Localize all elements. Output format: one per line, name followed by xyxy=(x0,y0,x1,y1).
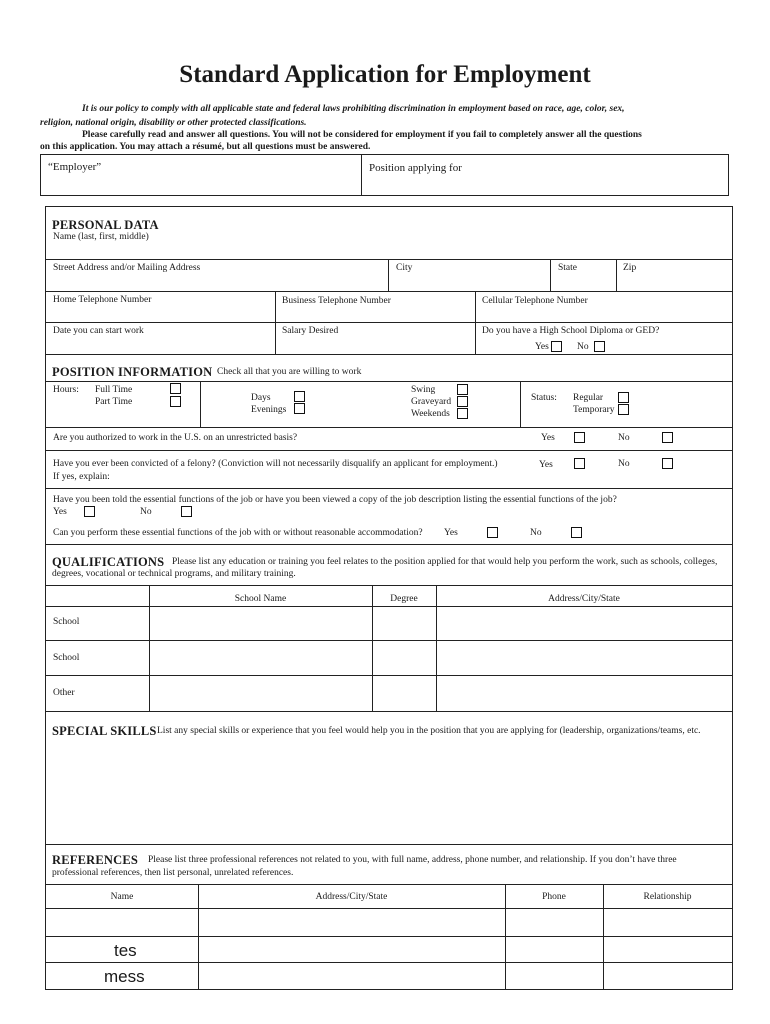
accommodation-question: Can you perform these essential functions of the job with or without reasonable accommodation? xyxy=(53,528,423,538)
authorized-no-checkbox[interactable] xyxy=(662,432,673,443)
reference-2-relationship-field[interactable] xyxy=(604,937,731,961)
qualifications-description-cont: degrees, vocational or technical programs, and military training. xyxy=(52,569,296,579)
hours-label: Hours: xyxy=(53,385,79,395)
cell-phone-field[interactable] xyxy=(476,307,731,322)
felony-explain-label: If yes, explain: xyxy=(53,472,110,482)
instruction-text: Please carefully read and answer all questions. You will not be considered for employment if you fail to completely answer all the questions xyxy=(82,130,642,140)
qualifications-description: Please list any education or training you feel relates to the position applied for that would help you perform the work, such as schools, colleges, xyxy=(172,557,718,567)
weekends-checkbox[interactable] xyxy=(457,408,468,419)
position-applying-label: Position applying for xyxy=(369,162,462,174)
reference-address-header: Address/City/State xyxy=(315,892,388,902)
diploma-question: Do you have a High School Diploma or GED? xyxy=(482,326,660,336)
street-label: Street Address and/or Mailing Address xyxy=(53,263,201,273)
references-description-cont: professional references, then list personal, unrelated references. xyxy=(52,868,294,878)
reference-3-address-field[interactable] xyxy=(199,963,504,989)
reference-1-name-field[interactable] xyxy=(47,909,197,935)
school-1-name-field[interactable] xyxy=(150,607,371,639)
told-no-checkbox[interactable] xyxy=(181,506,192,517)
salary-label: Salary Desired xyxy=(282,326,339,336)
special-skills-description: List any special skills or experience that you feel would help you in the position that you are applying for (leadership, organizations/teams, etc. xyxy=(157,726,701,736)
other-degree-field[interactable] xyxy=(373,676,435,710)
city-label: City xyxy=(396,263,413,273)
employer-label: “Employer” xyxy=(48,161,102,173)
days-label: Days xyxy=(251,393,271,403)
felony-no-label: No xyxy=(618,459,630,469)
reference-1-phone-field[interactable] xyxy=(506,909,602,935)
regular-checkbox[interactable] xyxy=(618,392,629,403)
school-name-header: School Name xyxy=(234,594,287,604)
school-1-address-field[interactable] xyxy=(437,607,731,639)
regular-label: Regular xyxy=(573,393,604,403)
reference-3-name-value: mess xyxy=(104,967,145,986)
qualification-row-label: School xyxy=(53,617,80,627)
reference-phone-header: Phone xyxy=(542,892,566,902)
diploma-no-checkbox[interactable] xyxy=(594,341,605,352)
temporary-label: Temporary xyxy=(573,405,615,415)
state-field[interactable] xyxy=(551,275,615,290)
temporary-checkbox[interactable] xyxy=(618,404,629,415)
reference-3-phone-field[interactable] xyxy=(506,963,602,989)
qualification-row-label: Other xyxy=(53,688,75,698)
name-label: Name (last, first, middle) xyxy=(53,232,149,242)
evenings-checkbox[interactable] xyxy=(294,403,305,414)
state-label: State xyxy=(558,263,577,273)
home-phone-label: Home Telephone Number xyxy=(53,295,152,305)
told-no-label: No xyxy=(140,507,152,517)
home-phone-field[interactable] xyxy=(46,307,274,322)
perform-no-checkbox[interactable] xyxy=(571,527,582,538)
qualification-row-label: School xyxy=(53,653,80,663)
reference-relationship-header: Relationship xyxy=(643,892,692,902)
street-field[interactable] xyxy=(46,275,387,290)
special-skills-heading: SPECIAL SKILLS xyxy=(52,724,157,738)
swing-label: Swing xyxy=(411,385,436,395)
reference-1-address-field[interactable] xyxy=(199,909,504,935)
form-title: Standard Application for Employment xyxy=(179,61,591,88)
weekends-label: Weekends xyxy=(411,409,450,419)
graveyard-checkbox[interactable] xyxy=(457,396,468,407)
authorized-yes-label: Yes xyxy=(541,433,555,443)
city-field[interactable] xyxy=(389,275,549,290)
other-address-field[interactable] xyxy=(437,676,731,710)
reference-name-header: Name xyxy=(110,892,134,902)
salary-field[interactable] xyxy=(276,338,474,353)
other-name-field[interactable] xyxy=(150,676,371,710)
reference-3-relationship-field[interactable] xyxy=(604,963,731,989)
diploma-yes-label: Yes xyxy=(535,342,549,352)
start-date-label: Date you can start work xyxy=(53,326,144,336)
days-checkbox[interactable] xyxy=(294,391,305,402)
zip-label: Zip xyxy=(623,263,637,273)
essential-functions-question: Have you been told the essential functions of the job or have you been viewed a copy of the job description listing the essential functions of the job? xyxy=(53,495,617,505)
felony-yes-label: Yes xyxy=(539,460,553,470)
policy-text-cont: religion, national origin, disability or other protected classifications. xyxy=(40,118,307,128)
part-time-label: Part Time xyxy=(95,397,133,407)
zip-field[interactable] xyxy=(617,275,731,290)
school-2-name-field[interactable] xyxy=(150,641,371,674)
qualifications-heading: QUALIFICATIONS xyxy=(52,555,165,569)
perform-yes-checkbox[interactable] xyxy=(487,527,498,538)
evenings-label: Evenings xyxy=(251,405,287,415)
told-yes-checkbox[interactable] xyxy=(84,506,95,517)
personal-data-heading: PERSONAL DATA xyxy=(52,218,159,232)
school-2-degree-field[interactable] xyxy=(373,641,435,674)
references-description: Please list three professional references not related to you, with full name, address, phone number, and relationship. If you don’t have three xyxy=(148,855,677,865)
position-info-subtitle: Check all that you are willing to work xyxy=(217,367,362,377)
authorized-question: Are you authorized to work in the U.S. on an unrestricted basis? xyxy=(53,433,298,443)
felony-question: Have you ever been convicted of a felony? (Conviction will not necessarily disqualify an applicant for employment.) xyxy=(53,459,498,469)
reference-1-relationship-field[interactable] xyxy=(604,909,731,935)
felony-yes-checkbox[interactable] xyxy=(574,458,585,469)
perform-no-label: No xyxy=(530,528,542,538)
business-phone-label: Business Telephone Number xyxy=(282,296,391,306)
felony-no-checkbox[interactable] xyxy=(662,458,673,469)
diploma-no-label: No xyxy=(577,342,589,352)
authorized-yes-checkbox[interactable] xyxy=(574,432,585,443)
part-time-checkbox[interactable] xyxy=(170,396,181,407)
school-address-header: Address/City/State xyxy=(548,594,620,604)
school-2-address-field[interactable] xyxy=(437,641,731,674)
school-1-degree-field[interactable] xyxy=(373,607,435,639)
reference-2-name-value: tes xyxy=(114,941,137,960)
told-yes-label: Yes xyxy=(53,507,67,517)
perform-yes-label: Yes xyxy=(444,528,458,538)
instruction-text-cont: on this application. You may attach a résumé, but all questions must be answered. xyxy=(40,142,371,152)
start-date-field[interactable] xyxy=(46,338,274,353)
degree-header: Degree xyxy=(390,594,418,604)
business-phone-field[interactable] xyxy=(276,307,474,322)
diploma-yes-checkbox[interactable] xyxy=(551,341,562,352)
full-time-label: Full Time xyxy=(95,385,133,395)
position-applying-field[interactable] xyxy=(362,155,728,195)
reference-2-address-field[interactable] xyxy=(199,937,504,961)
cell-phone-label: Cellular Telephone Number xyxy=(482,296,588,306)
graveyard-label: Graveyard xyxy=(411,397,452,407)
name-field[interactable] xyxy=(46,230,732,258)
status-label: Status: xyxy=(531,393,557,403)
references-heading: REFERENCES xyxy=(52,853,139,867)
reference-2-phone-field[interactable] xyxy=(506,937,602,961)
position-info-heading: POSITION INFORMATION xyxy=(52,365,213,379)
felony-explain-field[interactable] xyxy=(120,470,731,484)
swing-checkbox[interactable] xyxy=(457,384,468,395)
authorized-no-label: No xyxy=(618,433,630,443)
full-time-checkbox[interactable] xyxy=(170,383,181,394)
policy-text: It is our policy to comply with all applicable state and federal laws prohibiting discrimination in employment based on race, age, color, sex, xyxy=(82,104,625,114)
special-skills-field[interactable] xyxy=(46,741,732,843)
